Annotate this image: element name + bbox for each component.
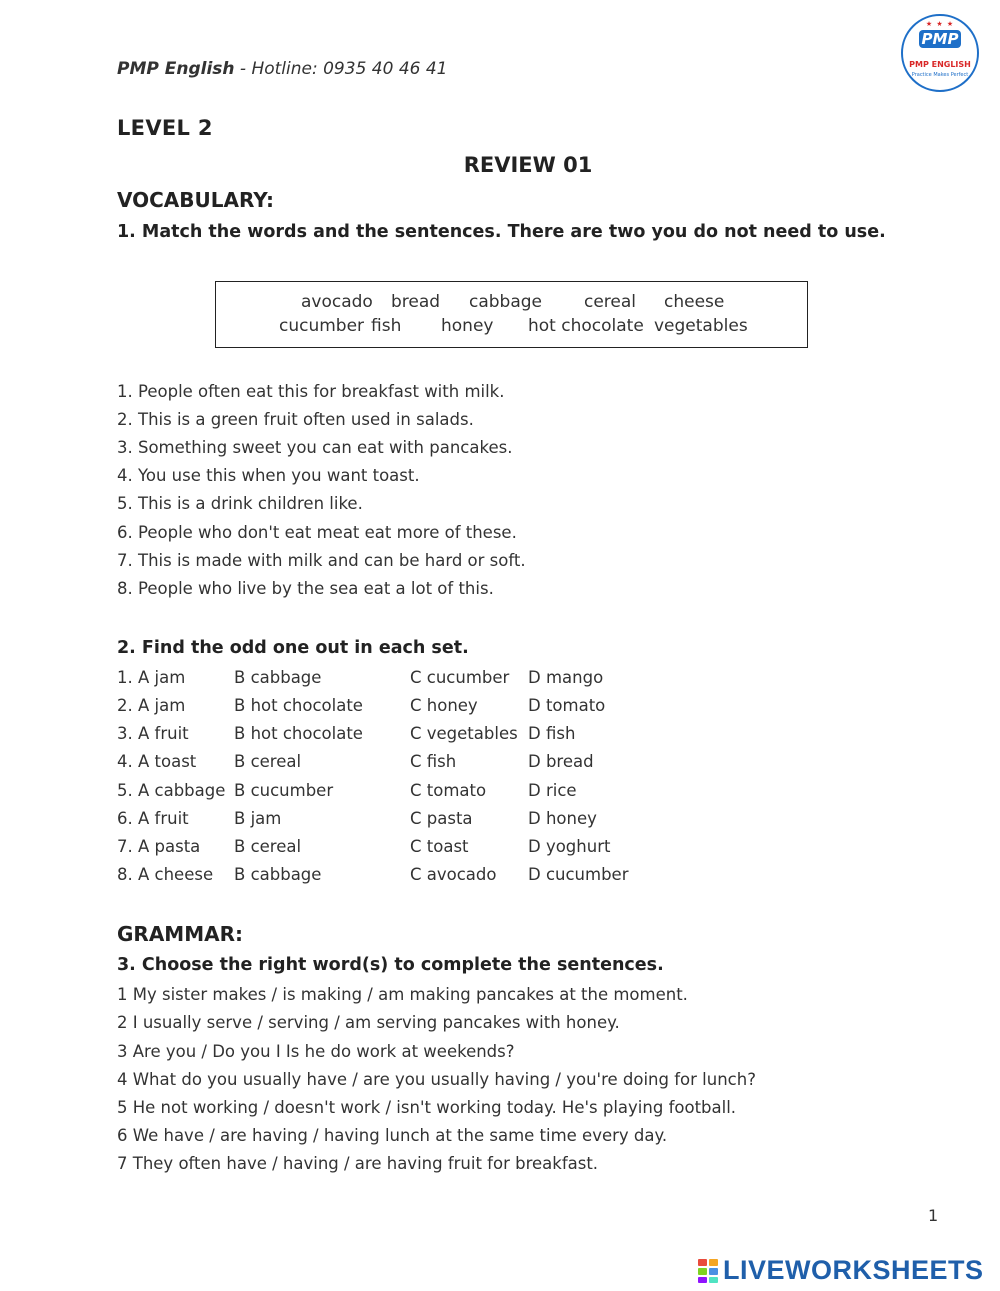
word-bank-item: honey [441, 316, 494, 336]
exercise1-sentence: 1. People often eat this for breakfast with milk. [117, 382, 505, 401]
exercise3-sentence: 7 They often have / having / are having fruit for breakfast. [117, 1154, 599, 1173]
option-b: B jam [234, 809, 282, 828]
logo-tagline: Practice Makes Perfect [911, 72, 969, 78]
exercise1-sentence: 6. People who don't eat meat eat more of these. [117, 523, 517, 542]
option-c: C cucumber [410, 668, 510, 687]
option-d: D honey [528, 809, 597, 828]
word-bank-item: cabbage [469, 292, 543, 312]
word-bank-item: cucumber [279, 316, 365, 336]
option-b: B hot chocolate [234, 724, 363, 743]
exercise1-sentence: 3. Something sweet you can eat with pancakes. [117, 438, 513, 457]
option-b: B cereal [234, 752, 302, 771]
exercise2-instruction: 2. Find the odd one out in each set. [117, 638, 469, 658]
exercise1-sentence: 2. This is a green fruit often used in salads. [117, 410, 474, 429]
logo-brand: PMP ENGLISH [909, 60, 971, 69]
word-bank-item: vegetables [654, 316, 748, 336]
option-d: D rice [528, 781, 577, 800]
liveworksheets-wordmark: LIVEWORKSHEETS [723, 1255, 984, 1285]
option-b: B cereal [234, 837, 302, 856]
word-bank-item: avocado [301, 292, 373, 312]
exercise1-sentence: 5. This is a drink children like. [117, 494, 363, 513]
liveworksheets-logo[interactable] [698, 1255, 984, 1285]
star-icons: ★ ★ ★ [925, 20, 955, 28]
option-b: B cabbage [234, 865, 322, 884]
logo-mark: PMP [903, 30, 977, 48]
word-bank-item: cereal [584, 292, 637, 312]
option-d: D bread [528, 752, 594, 771]
word-bank-item: bread [391, 292, 441, 312]
option-c: C tomato [410, 781, 487, 800]
exercise1-sentence: 7. This is made with milk and can be hard or soft. [117, 551, 526, 570]
option-a: 6. A fruit [117, 809, 189, 828]
option-c: C fish [410, 752, 457, 771]
liveworksheets-blocks-icon [698, 1259, 720, 1283]
vocabulary-heading: VOCABULARY: [117, 188, 275, 212]
exercise1-sentence: 4. You use this when you want toast. [117, 466, 420, 485]
exercise3-sentence: 6 We have / are having / having lunch at the same time every day. [117, 1126, 668, 1145]
pmp-english-logo [901, 14, 979, 92]
option-a: 4. A toast [117, 752, 197, 771]
grammar-heading: GRAMMAR: [117, 922, 243, 946]
option-a: 1. A jam [117, 668, 186, 687]
exercise3-sentence: 2 I usually serve / serving / am serving pancakes with honey. [117, 1013, 620, 1032]
exercise1-sentence: 8. People who live by the sea eat a lot of this. [117, 579, 494, 598]
option-d: D fish [528, 724, 576, 743]
level-heading: LEVEL 2 [117, 116, 213, 140]
option-d: D tomato [528, 696, 606, 715]
exercise3-sentence: 1 My sister makes / is making / am making pancakes at the moment. [117, 985, 688, 1004]
option-c: C vegetables [410, 724, 518, 743]
option-a: 8. A cheese [117, 865, 214, 884]
option-c: C pasta [410, 809, 473, 828]
option-b: B hot chocolate [234, 696, 363, 715]
option-b: B cucumber [234, 781, 334, 800]
word-bank-item: fish [371, 316, 402, 336]
option-b: B cabbage [234, 668, 322, 687]
word-bank-item: hot chocolate [528, 316, 644, 336]
option-a: 2. A jam [117, 696, 186, 715]
option-d: D yoghurt [528, 837, 611, 856]
exercise3-sentence: 3 Are you / Do you I Is he do work at weekends? [117, 1042, 515, 1061]
header-line [117, 59, 448, 79]
review-title: REVIEW 01 [463, 153, 593, 177]
option-c: C toast [410, 837, 469, 856]
option-a: 5. A cabbage [117, 781, 226, 800]
option-d: D cucumber [528, 865, 629, 884]
exercise3-sentence: 5 He not working / doesn't work / isn't working today. He's playing football. [117, 1098, 737, 1117]
option-c: C honey [410, 696, 478, 715]
option-a: 3. A fruit [117, 724, 189, 743]
exercise3-instruction: 3. Choose the right word(s) to complete the sentences. [117, 955, 664, 975]
page-number: 1 [928, 1206, 939, 1225]
word-bank-item: cheese [664, 292, 725, 312]
option-c: C avocado [410, 865, 497, 884]
word-bank-box [215, 281, 808, 348]
option-a: 7. A pasta [117, 837, 201, 856]
exercise3-sentence: 4 What do you usually have / are you usually having / you're doing for lunch? [117, 1070, 756, 1089]
header-brand: PMP English [117, 59, 235, 79]
header-hotline: - Hotline: 0935 40 46 41 [234, 59, 448, 79]
option-d: D mango [528, 668, 604, 687]
odd-one-out-table [117, 668, 677, 898]
exercise1-instruction: 1. Match the words and the sentences. There are two you do not need to use. [117, 222, 886, 242]
